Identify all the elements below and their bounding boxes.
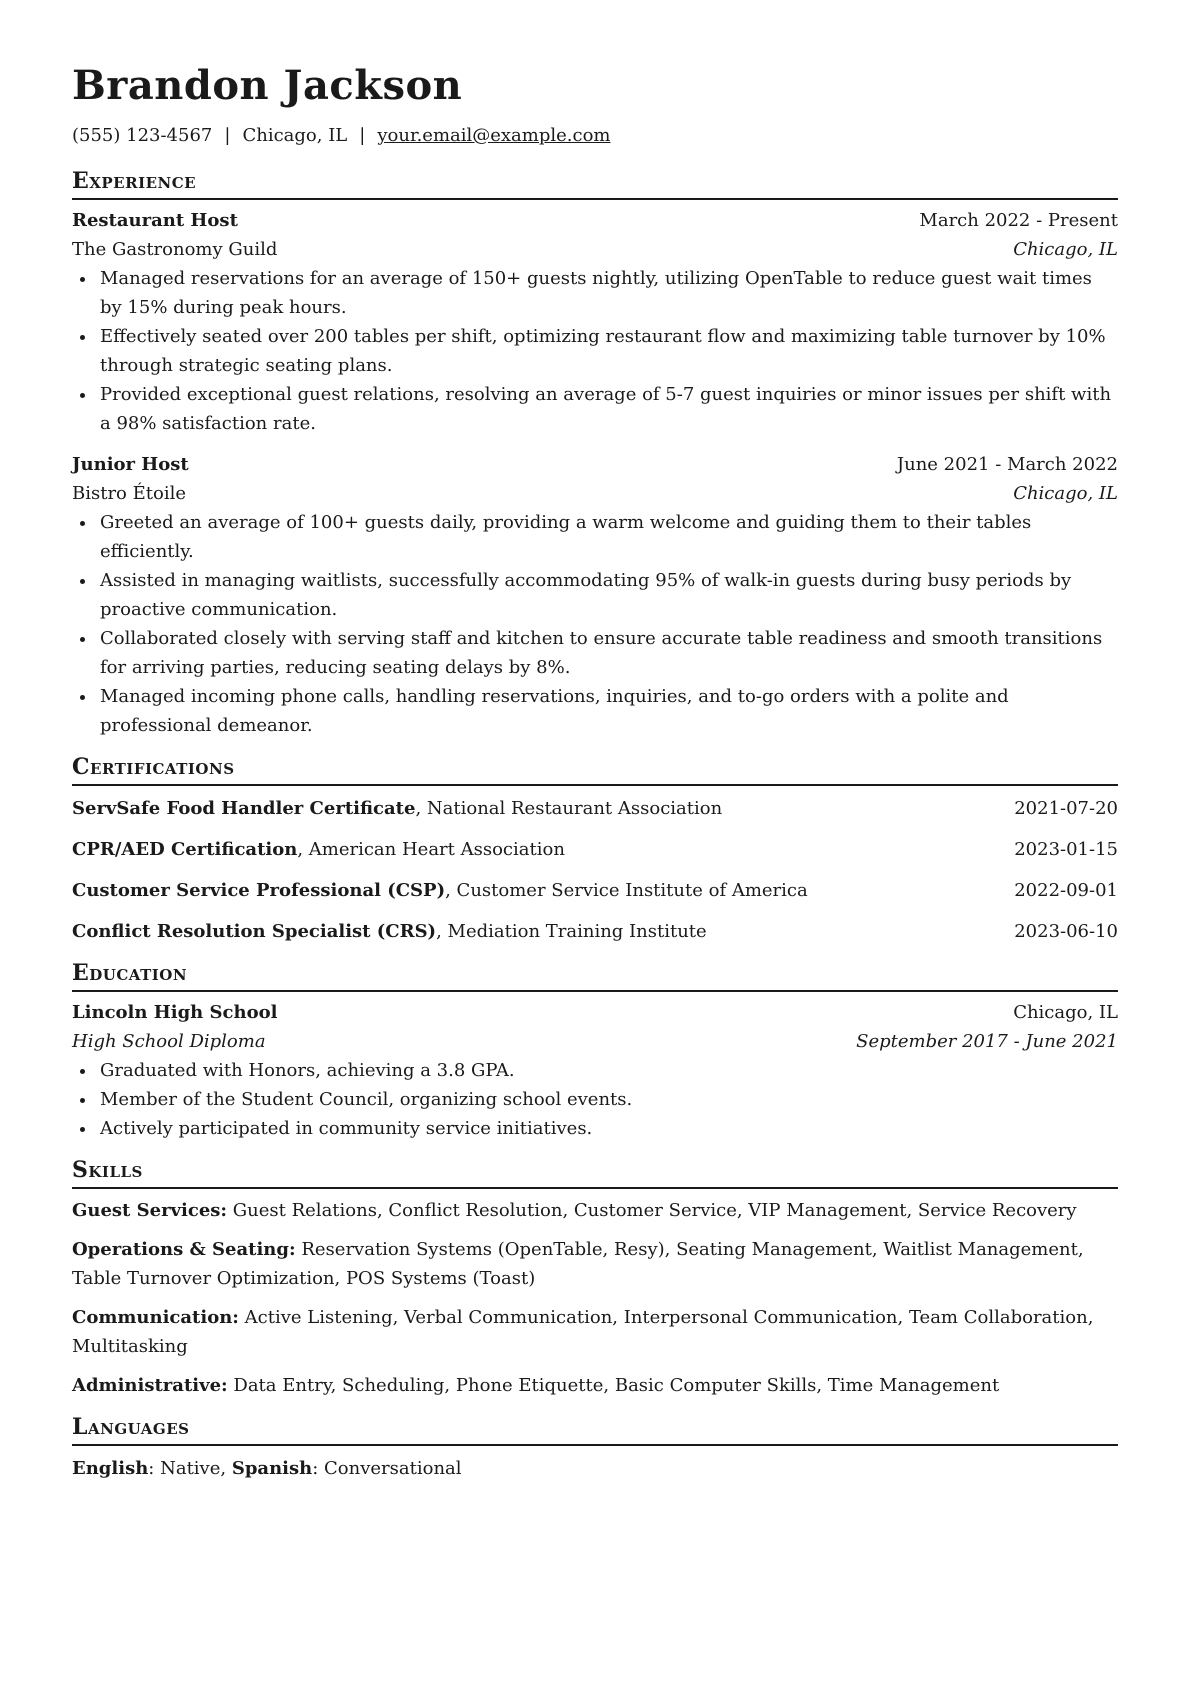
section-title-experience: Experience xyxy=(72,166,1118,200)
skill-category: Administrative: xyxy=(72,1375,228,1396)
cert-date: 2023-06-10 xyxy=(1014,921,1118,942)
separator: | xyxy=(224,125,231,146)
bullet-item: Assisted in managing waitlists, successfully accommodating 95% of walk-in guests during busy periods by proactive communication. xyxy=(100,566,1118,624)
job-location: Chicago, IL xyxy=(1013,239,1118,260)
job-entry xyxy=(72,450,1118,740)
cert-issuer: , Mediation Training Institute xyxy=(436,921,707,942)
language-level: : Native, xyxy=(148,1458,232,1479)
skill-category: Guest Services: xyxy=(72,1200,228,1221)
education-dates: September 2017 - June 2021 xyxy=(856,1031,1118,1052)
skill-group xyxy=(72,1196,1118,1225)
bullet-item: Actively participated in community service initiatives. xyxy=(100,1114,1118,1143)
bullet-item: Effectively seated over 200 tables per shift, optimizing restaurant flow and maximizing table turnover by 10% through strategic seating plans. xyxy=(100,322,1118,380)
location: Chicago, IL xyxy=(242,125,348,146)
contact-line xyxy=(72,122,1118,150)
cert-name: ServSafe Food Handler Certificate xyxy=(72,798,416,819)
skill-list: Guest Relations, Conflict Resolution, Customer Service, VIP Management, Service Recovery xyxy=(227,1200,1077,1221)
cert-date: 2023-01-15 xyxy=(1014,839,1118,860)
separator: | xyxy=(359,125,366,146)
skill-list: Active Listening, Verbal Communication, Interpersonal Communication, Team Collaboration, Multitasking xyxy=(72,1307,1094,1357)
language-list xyxy=(72,1454,1118,1483)
cert-name: Customer Service Professional (CSP) xyxy=(72,880,446,901)
cert-issuer: , Customer Service Institute of America xyxy=(445,880,808,901)
cert-item xyxy=(72,876,1118,905)
cert-date: 2022-09-01 xyxy=(1014,880,1118,901)
degree: High School Diploma xyxy=(72,1031,266,1052)
job-location: Chicago, IL xyxy=(1013,483,1118,504)
job-company: Bistro Étoile xyxy=(72,483,186,504)
cert-item xyxy=(72,794,1118,823)
language-name: Spanish xyxy=(231,1458,313,1479)
section-title-certifications: Certifications xyxy=(72,752,1118,786)
cert-issuer: , National Restaurant Association xyxy=(415,798,723,819)
language-name: English xyxy=(72,1458,149,1479)
skill-group xyxy=(72,1303,1118,1361)
email-link[interactable]: your.email@example.com xyxy=(377,125,611,146)
section-title-languages: Languages xyxy=(72,1412,1118,1446)
cert-item xyxy=(72,917,1118,946)
education-bullets xyxy=(72,1056,1118,1143)
job-bullets xyxy=(72,264,1118,438)
cert-item xyxy=(72,835,1118,864)
job-role: Restaurant Host xyxy=(72,210,238,231)
section-title-education: Education xyxy=(72,958,1118,992)
job-role: Junior Host xyxy=(72,454,189,475)
experience-section xyxy=(72,166,1118,740)
school-name: Lincoln High School xyxy=(72,1002,278,1023)
skill-category: Communication: xyxy=(72,1307,239,1328)
languages-section xyxy=(72,1412,1118,1483)
skill-group xyxy=(72,1235,1118,1293)
education-section xyxy=(72,958,1118,1143)
job-dates: March 2022 - Present xyxy=(919,210,1118,231)
school-location: Chicago, IL xyxy=(1013,1002,1118,1023)
skills-section xyxy=(72,1155,1118,1400)
skill-category: Operations & Seating: xyxy=(72,1239,296,1260)
skill-group xyxy=(72,1371,1118,1400)
job-entry xyxy=(72,206,1118,438)
cert-date: 2021-07-20 xyxy=(1014,798,1118,819)
cert-issuer: , American Heart Association xyxy=(297,839,565,860)
job-company: The Gastronomy Guild xyxy=(72,239,278,260)
skill-list: Data Entry, Scheduling, Phone Etiquette, Basic Computer Skills, Time Management xyxy=(227,1375,1000,1396)
bullet-item: Collaborated closely with serving staff and kitchen to ensure accurate table readiness and smooth transitions for arriving parties, reducing seating delays by 8%. xyxy=(100,624,1118,682)
cert-name: Conflict Resolution Specialist (CRS) xyxy=(72,921,437,942)
bullet-item: Provided exceptional guest relations, resolving an average of 5-7 guest inquiries or minor issues per shift with a 98% satisfaction rate. xyxy=(100,380,1118,438)
bullet-item: Greeted an average of 100+ guests daily, providing a warm welcome and guiding them to their tables efficiently. xyxy=(100,508,1118,566)
bullet-item: Managed incoming phone calls, handling reservations, inquiries, and to-go orders with a polite and professional demeanor. xyxy=(100,682,1118,740)
job-bullets xyxy=(72,508,1118,740)
language-level: : Conversational xyxy=(312,1458,462,1479)
job-dates: June 2021 - March 2022 xyxy=(896,454,1118,475)
bullet-item: Member of the Student Council, organizing school events. xyxy=(100,1085,1118,1114)
skill-list: Reservation Systems (OpenTable, Resy), Seating Management, Waitlist Management, Table Turnover Optimization, POS Systems (Toast) xyxy=(72,1239,1084,1289)
cert-name: CPR/AED Certification xyxy=(72,839,298,860)
section-title-skills: Skills xyxy=(72,1155,1118,1189)
bullet-item: Graduated with Honors, achieving a 3.8 GPA. xyxy=(100,1056,1118,1085)
phone: (555) 123-4567 xyxy=(72,125,213,146)
certifications-section xyxy=(72,752,1118,946)
bullet-item: Managed reservations for an average of 150+ guests nightly, utilizing OpenTable to reduce guest wait times by 15% during peak hours. xyxy=(100,264,1118,322)
candidate-name: Brandon Jackson xyxy=(72,62,463,109)
